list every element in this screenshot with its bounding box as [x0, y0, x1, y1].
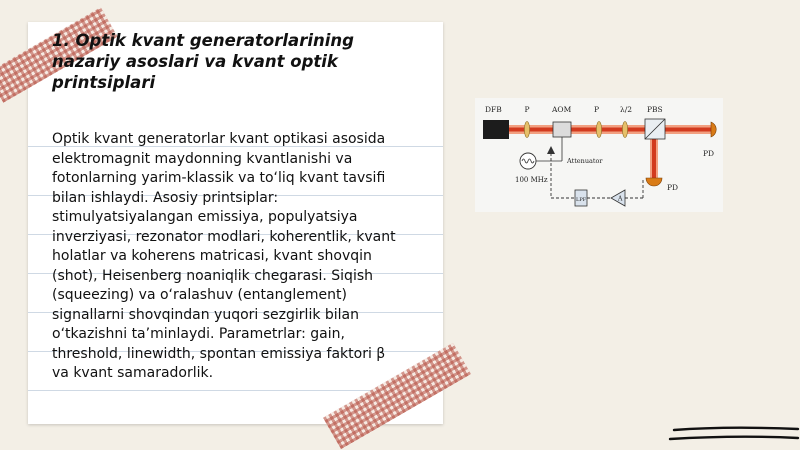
label-frequency: 100 MHz [515, 176, 548, 184]
label-dfb: DFB [485, 105, 502, 114]
aom-icon [553, 122, 571, 137]
dfb-laser-icon [483, 120, 509, 139]
waveplate-icon [622, 122, 627, 138]
label-pbs: PBS [647, 105, 663, 114]
label-pd2: PD [667, 183, 679, 192]
polarizer-icon [596, 122, 601, 138]
label-half-wave: λ/2 [620, 105, 633, 114]
label-pd1: PD [703, 149, 715, 158]
label-lpf: LPF [576, 197, 587, 203]
diagram-background [475, 98, 723, 212]
decorative-lines [668, 420, 800, 450]
label-p2: P [594, 105, 600, 114]
label-attenuator: Attenuator [567, 157, 603, 165]
optical-setup-diagram [475, 98, 723, 212]
label-p1: P [524, 105, 530, 114]
label-aom: AOM [552, 105, 572, 114]
polarizer-icon [524, 122, 529, 138]
slide-title: 1. Optik kvant generatorlarining nazariy asoslari va kvant optik printsiplari [52, 31, 354, 92]
label-amplifier: A [618, 195, 623, 203]
pbs-cube-icon [645, 119, 665, 139]
slide-body: Optik kvant generatorlar kvant optikasi asosida elektromagnit maydonning kvantlanishi va fotonlarning yarim-klassik va to‘liq kvant tavsifi bilan ishlaydi. Asosiy printsiplar: stimulyatsiyalangan emissiya, populyatsiya inverziyasi, rezonator modlari, koherentlik, kvant holatlar va koherens matricasi, kvant shovqin (shot), Heisenberg noaniqlik chegarasi. Siqish (squeezing) va o‘ralashuv (entanglement) signallarni shovqindan yuqori sezgirlik bilan o‘tkazishni ta’minlaydi. Parametrlar: gain, threshold, linewidth, spontan emissiya faktori β va kvant samaradorlik. [52, 131, 396, 381]
